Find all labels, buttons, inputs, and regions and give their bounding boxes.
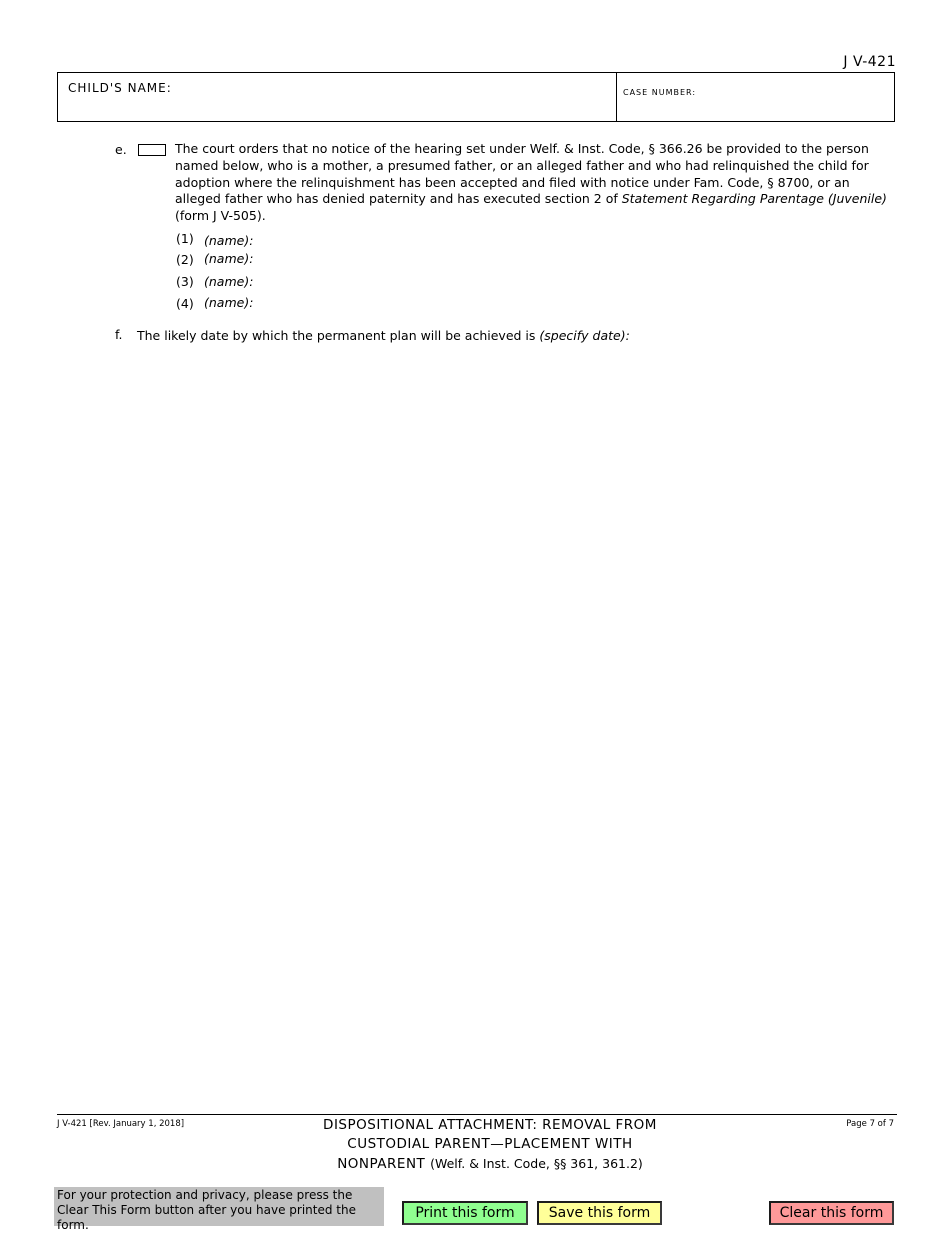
child-name-field[interactable]: [58, 73, 617, 121]
privacy-note: For your protection and privacy, please press the Clear This Form button after you have printed the form.: [54, 1187, 384, 1226]
form-id: J V-421: [843, 54, 896, 70]
footer-title: [260, 1116, 720, 1174]
item-e-form-title: Statement Regarding Parentage (Juvenile): [621, 191, 887, 207]
item-f-letter: f.: [115, 327, 123, 342]
item-f-specify: (specify date):: [539, 328, 630, 343]
footer-title-nonparent: NONPARENT: [337, 1156, 426, 1172]
footer-title-line-3: [260, 1154, 720, 1174]
name-4-number: (4): [176, 296, 194, 311]
footer-title-citation: (Welf. & Inst. Code, §§ 361, 361.2): [430, 1156, 643, 1171]
footer-page-number: Page 7 of 7: [846, 1119, 894, 1129]
item-f-text-main: The likely date by which the permanent plan will be achieved is: [137, 328, 540, 343]
item-e-checkbox[interactable]: [138, 144, 166, 156]
footer-divider: [57, 1114, 897, 1115]
save-form-button[interactable]: Save this form: [537, 1201, 662, 1225]
child-name-label: CHILD'S NAME:: [68, 81, 172, 95]
clear-form-button[interactable]: Clear this form: [769, 1201, 894, 1225]
footer-form-revision: J V-421 [Rev. January 1, 2018]: [57, 1119, 185, 1129]
item-e-text-end: (form J V-505).: [175, 208, 266, 224]
case-number-field[interactable]: [617, 73, 894, 121]
name-1-number: (1): [176, 231, 194, 246]
case-number-label: CASE NUMBER:: [623, 88, 697, 97]
footer-title-line-1: DISPOSITIONAL ATTACHMENT: REMOVAL FROM: [323, 1117, 657, 1133]
name-2-label[interactable]: (name):: [204, 251, 254, 266]
item-e-letter: e.: [115, 142, 127, 157]
footer-title-line-2: CUSTODIAL PARENT—PLACEMENT WITH: [347, 1136, 633, 1152]
name-1-label[interactable]: (name):: [204, 233, 254, 248]
name-2-number: (2): [176, 252, 194, 267]
item-e-text-main: The court orders that no notice of the hearing set under Welf. & Inst. Code, § 366.26 be provided to the person named below, who is a mother, a presumed father, or an alleged father and who had relinquished the child for adoption where the relinquishment has been accepted and filed with notice under Fam. Code, § 8700, or an alleged father who has denied paternity and has executed section 2 of: [175, 141, 869, 207]
caption-box: [57, 72, 895, 122]
item-e-text: [175, 141, 895, 225]
name-3-label[interactable]: (name):: [204, 274, 254, 289]
print-form-button[interactable]: Print this form: [402, 1201, 528, 1225]
item-f-text[interactable]: [137, 328, 630, 343]
name-4-label[interactable]: (name):: [204, 295, 254, 310]
name-3-number: (3): [176, 274, 194, 289]
